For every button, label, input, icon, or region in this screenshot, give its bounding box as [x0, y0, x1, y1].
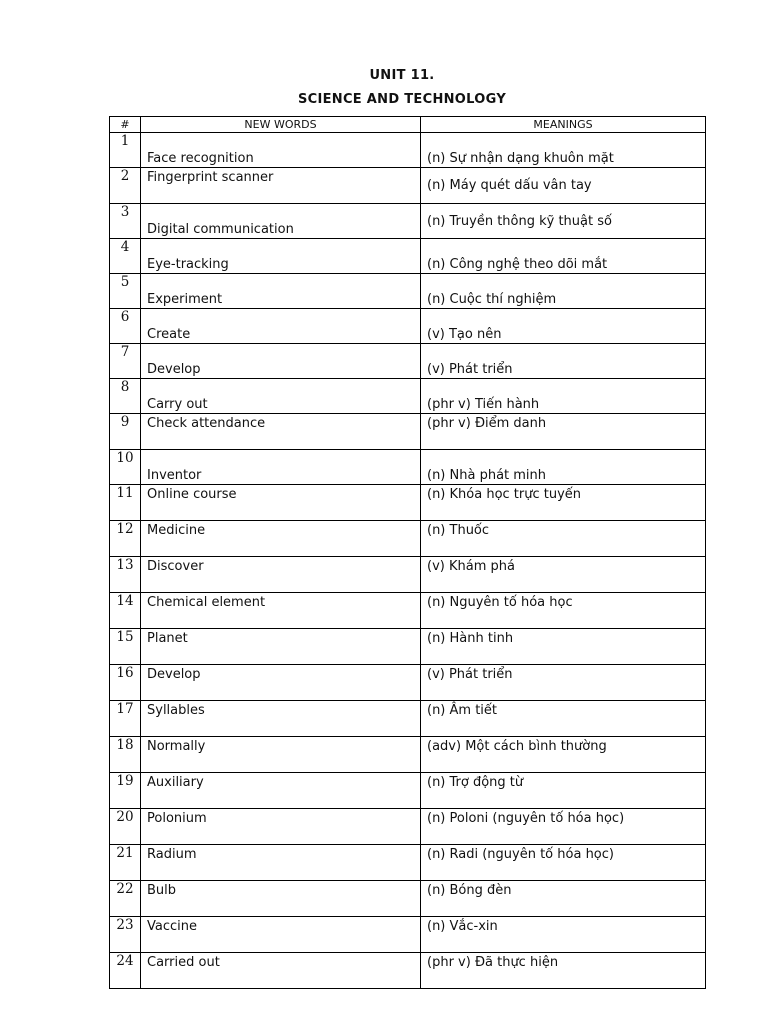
- new-word: Radium: [141, 845, 421, 881]
- table-row: [110, 274, 706, 309]
- row-number: 13: [110, 557, 141, 593]
- table-row: [110, 809, 706, 845]
- row-number: 11: [110, 485, 141, 521]
- row-number: 17: [110, 701, 141, 737]
- meaning: (n) Bóng đèn: [421, 881, 706, 917]
- meaning: (n) Khóa học trực tuyến: [421, 485, 706, 521]
- meaning: (v) Phát triển: [421, 344, 706, 379]
- meaning: (v) Khám phá: [421, 557, 706, 593]
- meaning: (phr v) Điểm danh: [421, 414, 706, 450]
- table-row: [110, 414, 706, 450]
- row-number: 7: [110, 344, 141, 379]
- header-meanings: MEANINGS: [421, 117, 706, 133]
- table-row: [110, 450, 706, 485]
- table-row: [110, 665, 706, 701]
- new-word: Polonium: [141, 809, 421, 845]
- new-word: Eye-tracking: [141, 239, 421, 274]
- meaning: (n) Cuộc thí nghiệm: [421, 274, 706, 309]
- meaning: (n) Trợ động từ: [421, 773, 706, 809]
- meaning: (n) Radi (nguyên tố hóa học): [421, 845, 706, 881]
- table-row: [110, 309, 706, 344]
- meaning: (v) Tạo nên: [421, 309, 706, 344]
- page-title: SCIENCE AND TECHNOLOGY: [297, 92, 507, 107]
- table-row: [110, 204, 706, 239]
- new-word: Experiment: [141, 274, 421, 309]
- meaning: (n) Âm tiết: [421, 701, 706, 737]
- new-word: Online course: [141, 485, 421, 521]
- unit-heading: UNIT 11.: [369, 68, 435, 83]
- new-word: Medicine: [141, 521, 421, 557]
- new-word: Face recognition: [141, 133, 421, 168]
- table-row: [110, 881, 706, 917]
- meaning: (n) Nguyên tố hóa học: [421, 593, 706, 629]
- new-word: Fingerprint scanner: [141, 168, 421, 204]
- row-number: 16: [110, 665, 141, 701]
- table-row: [110, 917, 706, 953]
- new-word: Auxiliary: [141, 773, 421, 809]
- meaning: (n) Poloni (nguyên tố hóa học): [421, 809, 706, 845]
- table-row: [110, 629, 706, 665]
- row-number: 18: [110, 737, 141, 773]
- table-row: [110, 379, 706, 414]
- row-number: 6: [110, 309, 141, 344]
- header-number: #: [110, 117, 141, 133]
- meaning: (n) Thuốc: [421, 521, 706, 557]
- row-number: 8: [110, 379, 141, 414]
- table-row: [110, 845, 706, 881]
- meaning: (phr v) Đã thực hiện: [421, 953, 706, 989]
- new-word: Carried out: [141, 953, 421, 989]
- row-number: 14: [110, 593, 141, 629]
- table-row: [110, 953, 706, 989]
- meaning: (n) Sự nhận dạng khuôn mặt: [421, 133, 706, 168]
- table-header-row: [110, 117, 706, 133]
- meaning: (n) Máy quét dấu vân tay: [421, 168, 706, 204]
- meaning: (n) Công nghệ theo dõi mắt: [421, 239, 706, 274]
- row-number: 10: [110, 450, 141, 485]
- meaning: (n) Nhà phát minh: [421, 450, 706, 485]
- row-number: 3: [110, 204, 141, 239]
- new-word: Develop: [141, 665, 421, 701]
- row-number: 22: [110, 881, 141, 917]
- new-word: Inventor: [141, 450, 421, 485]
- table-row: [110, 521, 706, 557]
- row-number: 9: [110, 414, 141, 450]
- new-word: Carry out: [141, 379, 421, 414]
- row-number: 5: [110, 274, 141, 309]
- table-row: [110, 773, 706, 809]
- header-new-words: NEW WORDS: [141, 117, 421, 133]
- table-row: [110, 701, 706, 737]
- table-row: [110, 737, 706, 773]
- meaning: (n) Vắc-xin: [421, 917, 706, 953]
- new-word: Check attendance: [141, 414, 421, 450]
- table-row: [110, 133, 706, 168]
- meaning: (v) Phát triển: [421, 665, 706, 701]
- new-word: Vaccine: [141, 917, 421, 953]
- row-number: 12: [110, 521, 141, 557]
- row-number: 23: [110, 917, 141, 953]
- row-number: 15: [110, 629, 141, 665]
- meaning: (n) Truyền thông kỹ thuật số: [421, 204, 706, 239]
- new-word: Bulb: [141, 881, 421, 917]
- table-row: [110, 593, 706, 629]
- row-number: 1: [110, 133, 141, 168]
- vocabulary-table: [109, 116, 706, 989]
- table-row: [110, 557, 706, 593]
- new-word: Planet: [141, 629, 421, 665]
- new-word: Discover: [141, 557, 421, 593]
- row-number: 24: [110, 953, 141, 989]
- table-row: [110, 168, 706, 204]
- meaning: (n) Hành tinh: [421, 629, 706, 665]
- meaning: (phr v) Tiến hành: [421, 379, 706, 414]
- row-number: 20: [110, 809, 141, 845]
- table-row: [110, 344, 706, 379]
- row-number: 4: [110, 239, 141, 274]
- new-word: Develop: [141, 344, 421, 379]
- row-number: 21: [110, 845, 141, 881]
- table-row: [110, 485, 706, 521]
- row-number: 19: [110, 773, 141, 809]
- new-word: Chemical element: [141, 593, 421, 629]
- new-word: Create: [141, 309, 421, 344]
- table-row: [110, 239, 706, 274]
- meaning: (adv) Một cách bình thường: [421, 737, 706, 773]
- new-word: Syllables: [141, 701, 421, 737]
- new-word: Normally: [141, 737, 421, 773]
- new-word: Digital communication: [141, 204, 421, 239]
- row-number: 2: [110, 168, 141, 204]
